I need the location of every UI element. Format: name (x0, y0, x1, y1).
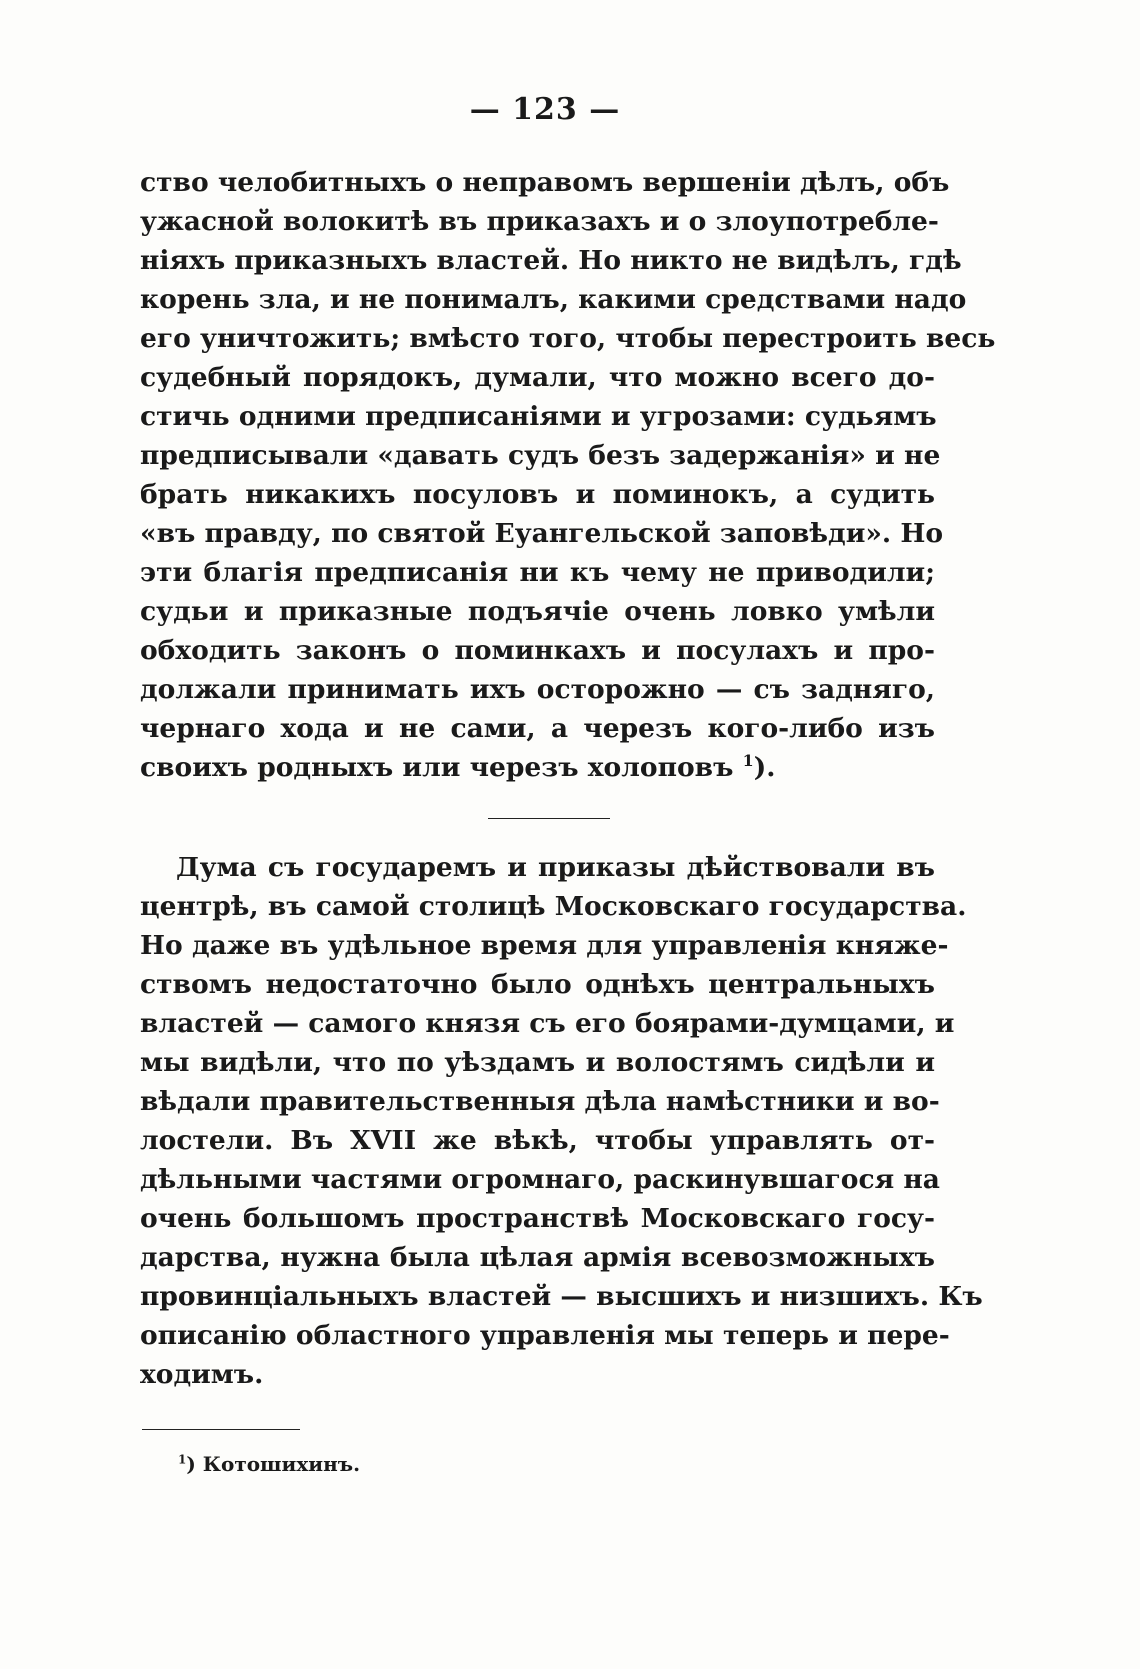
text-line: ужасной волокитѣ въ приказахъ и о злоупотребле- (140, 206, 939, 237)
text-line: ство челобитныхъ о неправомъ вершеніи дѣлъ, объ (140, 167, 950, 198)
text-line: брать никакихъ посуловъ и поминокъ, а судить (140, 479, 935, 510)
footnote-reference[interactable]: 1 (742, 751, 754, 771)
text-line: властей — самого князя съ его боярами-думцами, и (140, 1008, 955, 1039)
text-line: чернаго хода и не сами, а черезъ кого-либо изъ (140, 713, 935, 744)
text-line: «въ правду, по святой Еуангельской заповѣди». Но (140, 518, 944, 549)
text-line: Но даже въ удѣльное время для управленія княже- (140, 930, 949, 961)
text-line: ствомъ недостаточно было однѣхъ центральныхъ (140, 969, 935, 1000)
text-line: эти благія предписанія ни къ чему не приводили; (140, 557, 935, 588)
section-separator (488, 818, 610, 819)
text-line: провинціальныхъ властей — высшихъ и низшихъ. Къ (140, 1281, 983, 1312)
text-line: корень зла, и не понималъ, какими средствами надо (140, 284, 967, 315)
text-line: лостели. Въ XVII же вѣкѣ, чтобы управлять от- (140, 1125, 935, 1156)
text-line-last: ходимъ. (140, 1359, 264, 1390)
text-line: предписывали «давать судъ безъ задержанія» и не (140, 440, 941, 471)
paragraph-2 (140, 848, 983, 1394)
text-line: дарства, нужна была цѣлая армія всевозможныхъ (140, 1242, 935, 1273)
text-line: описанію областного управленія мы теперь и пере- (140, 1320, 950, 1351)
text-line: стичь одними предписаніями и угрозами: судьямъ (140, 401, 937, 432)
footnote-mark: 1 (178, 1452, 187, 1467)
text-line: центрѣ, въ самой столицѣ Московскаго государства. (140, 891, 967, 922)
footnote-rule (142, 1429, 300, 1430)
text-line: судебный порядокъ, думали, что можно всего до- (140, 362, 935, 393)
paragraph-1 (140, 163, 996, 787)
text-line: дѣльными частями огромнаго, раскинувшагося на (140, 1164, 940, 1195)
text-line: его уничтожить; вмѣсто того, чтобы перестроить весь (140, 323, 996, 354)
text-line: мы видѣли, что по уѣздамъ и волостямъ сидѣли и (140, 1047, 935, 1078)
text-line-last-end: ). (753, 752, 776, 783)
text-line: очень большомъ пространствѣ Московскаго госу- (140, 1203, 935, 1234)
text-line: обходить законъ о поминкахъ и посулахъ и про- (140, 635, 935, 666)
text-line-last-body: своихъ родныхъ или черезъ холоповъ (140, 752, 734, 783)
text-line: вѣдали правительственныя дѣла намѣстники и во- (140, 1086, 940, 1117)
text-line: должали принимать ихъ осторожно — съ задняго, (140, 674, 935, 705)
text-line: судьи и приказные подъячіе очень ловко умѣли (140, 596, 935, 627)
page-number: — 123 — (469, 92, 621, 127)
footnote-text: ) Котошихинъ. (186, 1452, 361, 1476)
footnote (178, 1452, 360, 1476)
text-line-last (140, 748, 935, 787)
text-line: ніяхъ приказныхъ властей. Но никто не видѣлъ, гдѣ (140, 245, 962, 276)
text-line: Дума съ государемъ и приказы дѣйствовали въ (176, 852, 935, 883)
